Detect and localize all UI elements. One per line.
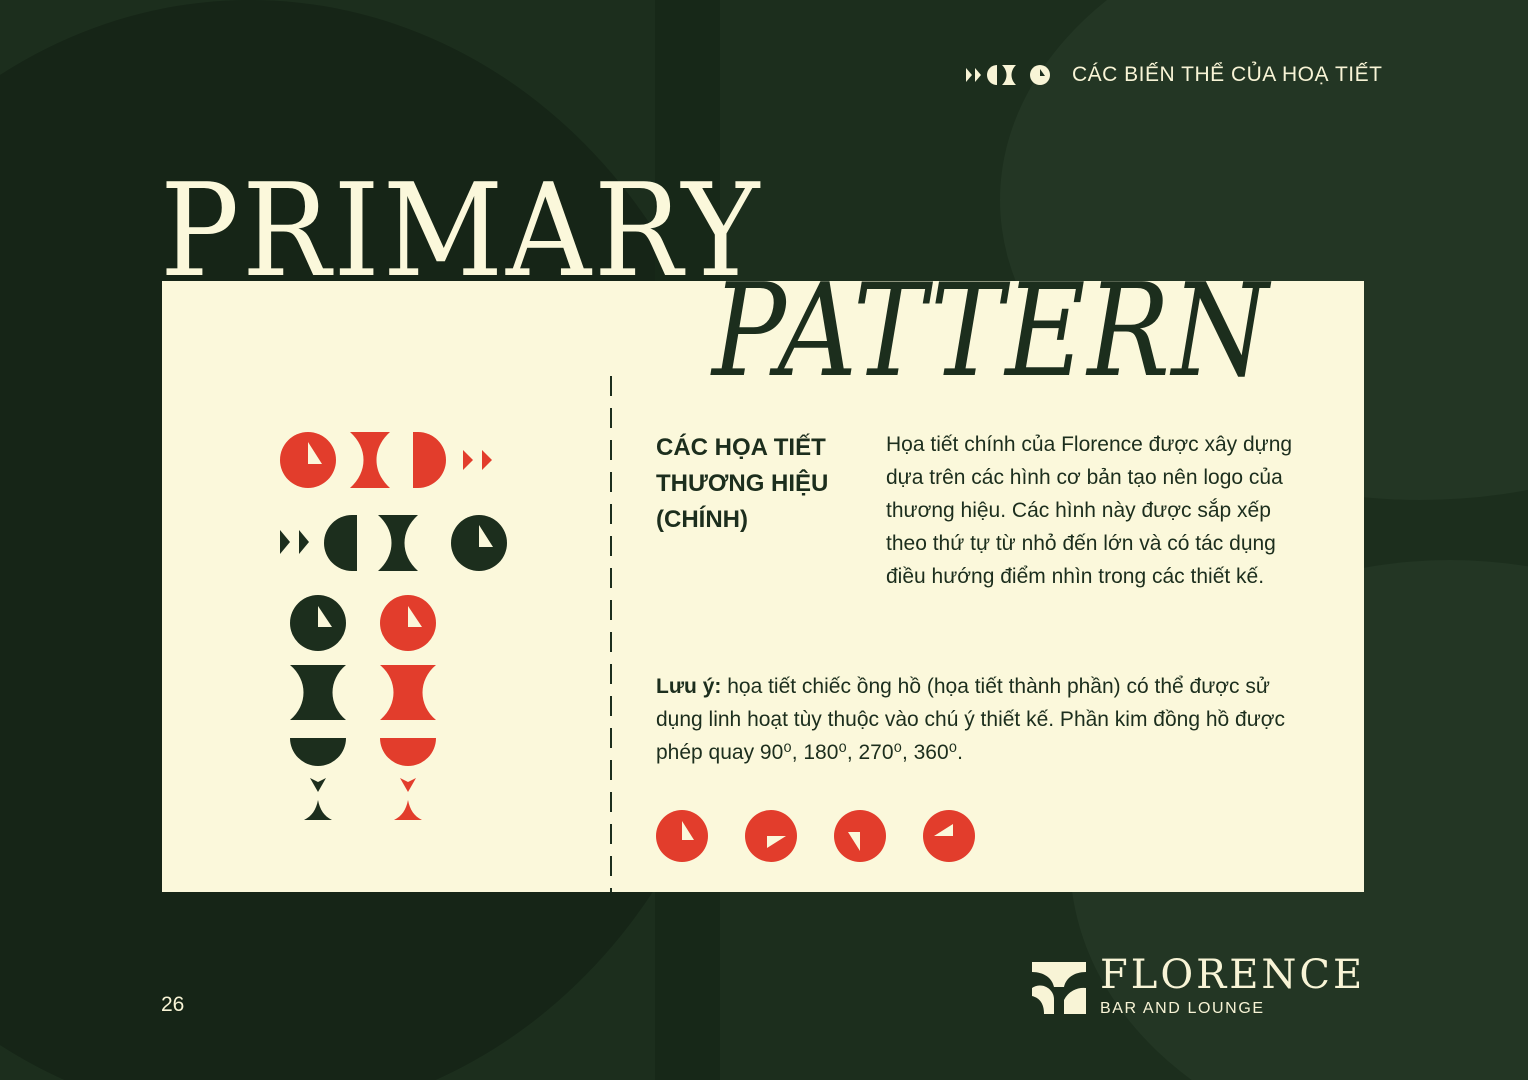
title-primary: PRIMARY (160, 157, 763, 306)
clock-icon-rotated-270 (923, 810, 975, 862)
section-body: Họa tiết chính của Florence được xây dựng dựa trên các hình cơ bản tạo nên logo của thương hiệu. Các hình này được sắp xếp theo thứ tự từ nhỏ đến lớn và có tác dụng điều hướng điểm nhìn trong các thiết kế. (886, 433, 1293, 588)
note-text: họa tiết chiếc ồng hồ (họa tiết thành phần) có thể được sử dụng linh hoạt tùy thuộc vào chú ý thiết kế. Phần kim đồng hồ được phép quay 90⁰, 180⁰, 270⁰, 360⁰. (656, 675, 1286, 764)
pattern-row-red (280, 432, 492, 488)
pattern-icon (966, 62, 1052, 88)
brand-tagline: BAR AND LOUNGE (1100, 1000, 1265, 1017)
header (966, 62, 1382, 88)
pattern-row-dark (280, 515, 507, 571)
florence-logo-icon (1030, 958, 1088, 1016)
pattern-column-red (380, 595, 436, 820)
page-number: 26 (161, 993, 185, 1016)
clock-icon-rotated-180 (834, 810, 886, 862)
note (656, 670, 1316, 769)
header-title: CÁC BIẾN THỂ CỦA HOẠ TIẾT (1072, 63, 1383, 86)
clock-icon-rotated-90 (745, 810, 797, 862)
clock-icon-rotated-0 (656, 810, 708, 862)
clock-rotation-row (656, 809, 986, 865)
pattern-column-dark (290, 595, 346, 820)
primary-pattern-artwork (270, 420, 520, 840)
brand-name: FLORENCE (1100, 952, 1366, 998)
note-label: Lưu ý: (656, 675, 722, 698)
title-pattern: PATTERN (712, 257, 1270, 406)
section-heading: CÁC HỌA TIẾT THƯƠNG HIỆU (CHÍNH) (656, 434, 829, 533)
dashed-divider (610, 376, 612, 892)
